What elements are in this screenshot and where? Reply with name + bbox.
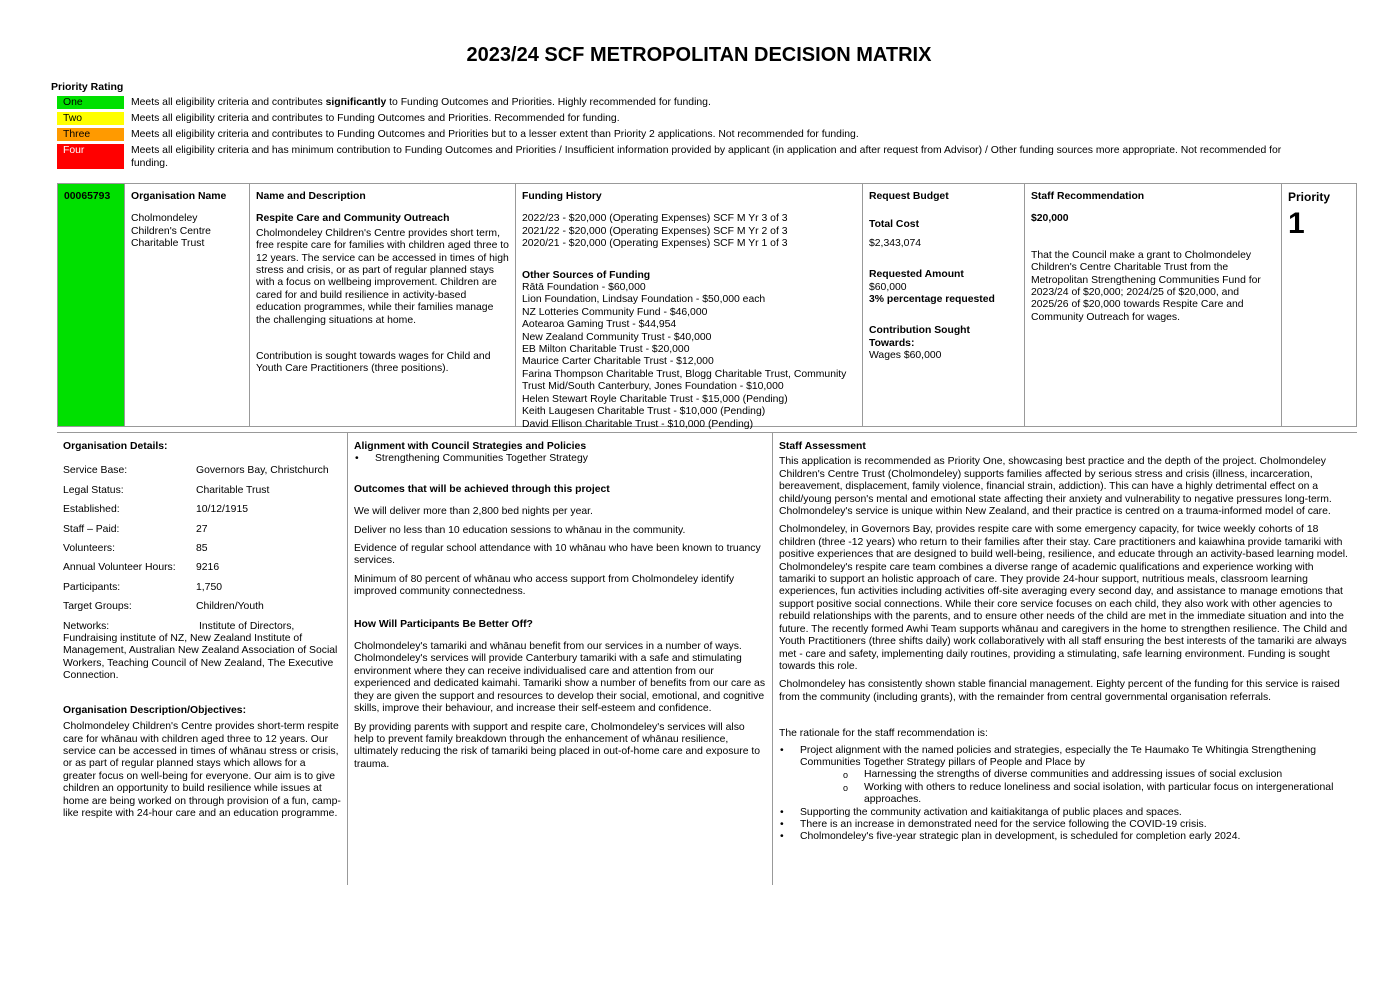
rationale-item: • Project alignment with the named policies and strategies, especially the Te Haumako Te Whitingia Strengthening Communities Together Strategy pillars of People and Place by o Harnessing the strengths of diverse communities and addressing issues of social exclusion o Working with others to reduce loneliness and social isolation, with particular focus on intergenerational approaches. — [779, 745, 1351, 807]
alignment-section — [348, 433, 773, 885]
alignment-list — [354, 453, 766, 465]
detail-row: Target Groups: Children/Youth — [63, 601, 264, 613]
better-off-heading: How Will Participants Be Better Off? — [354, 618, 533, 630]
funding-history-item: 2021/22 - $20,000 (Operating Expenses) SCF M Yr 2 of 3 — [522, 225, 788, 237]
legend-text-one: Meets all eligibility criteria and contributes significantly to Funding Outcomes and Priorities. Highly recommended for funding. — [131, 97, 711, 108]
rationale-item: • There is an increase in demonstrated need for the service following the COVID-19 crisis. — [779, 819, 1351, 831]
better-off-paragraph: Cholmondeley's tamariki and whānau benefit from our services in a number of ways. Cholmondeley's services will provide Canterbury tamariki with a safe and stimulating environment where they can receive individualised care and attention from our experienced and dedicated kaimahi. Tamariki show a number of benefits from our care as they are given the support and resources to develop their social, emotional, and cognitive skills, improve their behaviour, and increase their self-esteem and confidence. — [354, 641, 766, 715]
other-source-item: Farina Thompson Charitable Trust, Blogg Charitable Trust, Community Trust Mid/South Canterbury, Jones Foundation - $10,000 — [522, 368, 847, 393]
priority-header: Priority — [1288, 190, 1331, 204]
org-name-line: Children's Centre — [131, 225, 211, 237]
outcome-item: Evidence of regular school attendance with 10 whānau who have been known to truancy services. — [354, 543, 761, 567]
other-source-item: Keith Laugesen Charitable Trust - $10,000 (Pending) — [522, 406, 766, 418]
org-details-heading: Organisation Details: — [63, 441, 168, 452]
page-title: 2023/24 SCF METROPOLITAN DECISION MATRIX — [466, 44, 932, 66]
rationale-intro: The rationale for the staff recommendation is: — [779, 728, 988, 740]
staff-assessment-section — [773, 433, 1357, 885]
budget-column — [863, 184, 1025, 426]
outcomes-heading: Outcomes that will be achieved through this project — [354, 483, 610, 495]
outcome-item: Minimum of 80 percent of whānau who access support from Cholmondeley identify improved community connectedness. — [354, 573, 735, 598]
assessment-paragraph: Cholmondeley has consistently shown stable financial management. Eighty percent of the funding for this service is raised from the community (including grants), with the remainder from central governmental organisation referrals. — [779, 679, 1340, 703]
legend-swatch-one: One — [57, 96, 124, 109]
org-name-header: Organisation Name — [131, 191, 227, 202]
priority-value: 1 — [1288, 207, 1305, 241]
rationale-subitem: o Harnessing the strengths of diverse communities and addressing issues of social exclusion — [843, 769, 1351, 781]
priority-legend — [57, 96, 1317, 173]
alignment-item: • Strengthening Communities Together Strategy — [354, 453, 766, 465]
detail-row: Staff – Paid: 27 — [63, 523, 208, 535]
application-matrix — [57, 183, 1357, 430]
total-cost-label: Total Cost — [869, 219, 920, 231]
org-description-text: Cholmondeley Children's Centre provides short-term respite care for whānau with children aged three to 12 years. Our service can be accessed in times of whānau stress or crisis, or as part of regular planned stays which allows for a greater focus on well-being for everyone. Our aim is to give children an opportunity to build resilience while issues at home are being worked on through provision of a fun, camp-like respite with 24-hour care and an education programme. — [63, 721, 341, 819]
legend-row-four — [57, 144, 1317, 170]
other-source-item: EB Milton Charitable Trust - $20,000 — [522, 344, 690, 356]
priority-column — [1282, 184, 1357, 426]
staff-assessment-heading: Staff Assessment — [779, 441, 866, 452]
legend-text-three: Meets all eligibility criteria and contributes to Funding Outcomes and Priorities but to a lesser extent than Priority 2 applications. Not recommended for funding. — [131, 129, 859, 140]
other-source-item: Rātā Foundation - $60,000 — [522, 282, 646, 294]
rationale-sublist — [843, 769, 1351, 806]
detail-row: Legal Status: Charitable Trust — [63, 484, 270, 496]
application-id: 00065793 — [58, 184, 125, 426]
requested-amount-value: $60,000 — [869, 281, 907, 293]
other-source-item: Aotearoa Gaming Trust - $44,954 — [522, 319, 677, 331]
legend-swatch-three: Three — [57, 128, 124, 141]
project-contribution: Contribution is sought towards wages for Child and Youth Care Practitioners (three positions). — [256, 351, 491, 375]
other-sources-header: Other Sources of Funding — [522, 269, 651, 281]
assessment-paragraph: Cholmondeley, in Governors Bay, provides respite care with some emergency capacity, for twice weekly cohorts of 18 children (three -12 years) who return to their families after their stay. Care practitioners and kaiawhina provide tamariki with positive experiences that are designed to build well-being, resilience, and educate through an activity-based learning model. Cholmondeley's respite care team combines a diverse range of academic qualifications and experience working with tamariki to support an holistic approach of care. They provide 24-hour support, nutritious meals, classroom learning experiences, fun activities including activities off-site averaging every second day, and assistance to manage emotions that support positive social connections. While their core service focuses on each child, they also work with other agencies to rebuild relationships with the parents, and to ensure other needs of the child are met in the immediate situation and into the future. The recently formed Awhi Team supports whānau and caregivers in the home to strengthen resilience. The Child and Youth Practitioners (three shifts daily) work collaboratively with all staff ensuring the best interests of the tamariki are always met - care and safety, implementing daily routines, providing a stimulating, safe learning environment. Funding is sought towards this role. — [779, 524, 1348, 672]
networks: Networks: Institute of Directors, Fundraising institute of NZ, New Zealand Institute of Management, Australian New Zealand Association of Social Workers, Teaching Council of New Zealand, The Executive Connection. — [63, 620, 338, 682]
legend-swatch-two: Two — [57, 112, 124, 125]
legend-text-four: Meets all eligibility criteria and has minimum contribution to Funding Outcomes and Priorities / Insufficient information provided by applicant (in application and after request from Advisor) / Other funding sources more appropriate. Not recommended for funding. — [131, 145, 1282, 169]
description-header: Name and Description — [256, 191, 366, 202]
staff-recommendation-column — [1025, 184, 1282, 426]
other-source-item: Maurice Carter Charitable Trust - $12,000 — [522, 356, 714, 368]
funding-history-column — [516, 184, 863, 430]
funding-history-item: 2020/21 - $20,000 (Operating Expenses) SCF M Yr 1 of 3 — [522, 238, 788, 250]
legend-row-one — [57, 96, 1317, 110]
other-source-item: Lion Foundation, Lindsay Foundation - $50,000 each — [522, 294, 766, 306]
legend-text-two: Meets all eligibility criteria and contributes to Funding Outcomes and Priorities. Recommended for funding. — [131, 113, 620, 124]
organisation-column — [125, 184, 250, 426]
assessment-paragraph: This application is recommended as Priority One, showcasing best practice and the depth of the project. Cholmondeley Children's Centre Trust (Cholmondeley) supports families affected by serious stress and crisis (illness, incarceration, bereavement, displacement, family violence, financial strain, addiction). This can have a highly detrimental effect on a child/young person's mental and emotional state affecting their anxiety and vulnerability to negative pressures long-term. Cholmondeley's service is unique within New Zealand, and their practice is centred on a trauma-informed model of care. — [779, 456, 1332, 518]
org-name-line: Charitable Trust — [131, 238, 205, 250]
staff-recommendation-amount: $20,000 — [1031, 213, 1069, 225]
project-description: Cholmondeley Children's Centre provides short term, free respite care for families with children aged three to 12 years. The service can be accessed in times of high stress and crisis, or as part of regular planned stays with a focus on wellbeing improvement. Children are cared for and build resilience in activity-based education programmes, while their families manage the challenging situations at home. — [256, 227, 509, 326]
detail-row: Service Base: Governors Bay, Christchurch — [63, 465, 329, 477]
contribution-sought-label: Contribution Sought Towards: — [869, 325, 970, 349]
legend-row-two — [57, 112, 1317, 126]
org-description-heading: Organisation Description/Objectives: — [63, 704, 247, 716]
outcome-item: Deliver no less than 10 education sessions to whānau in the community. — [354, 524, 686, 536]
rationale-list — [779, 745, 1351, 844]
detail-row: Annual Volunteer Hours: 9216 — [63, 562, 220, 574]
outcome-item: We will deliver more than 2,800 bed nights per year. — [354, 506, 593, 518]
details-section — [57, 432, 1357, 884]
funding-history-header: Funding History — [522, 191, 602, 202]
other-source-item: David Ellison Charitable Trust - $10,000 (Pending) — [522, 418, 754, 430]
staff-recommendation-text: That the Council make a grant to Cholmondeley Children's Centre Charitable Trust from the Metropolitan Strengthening Communities Fund for 2023/24 of $20,000; 2024/25 of $20,000, and 2025/26 of $20,000 towards Respite Care and Community Outreach for wages. — [1031, 249, 1261, 323]
other-source-item: NZ Lotteries Community Fund - $46,000 — [522, 306, 708, 318]
rationale-subitem: o Working with others to reduce loneliness and social isolation, with particular focus on intergenerational approaches. — [843, 782, 1351, 807]
detail-row: Volunteers: 85 — [63, 543, 208, 555]
rationale-item: • Supporting the community activation and kaitiakitanga of public places and spaces. — [779, 807, 1351, 819]
detail-row: Participants: 1,750 — [63, 581, 223, 593]
legend-swatch-four: Four — [57, 144, 124, 169]
legend-row-three — [57, 128, 1317, 142]
staff-recommendation-header: Staff Recommendation — [1031, 191, 1145, 202]
percentage-requested: 3% percentage requested — [869, 294, 995, 306]
total-cost-value: $2,343,074 — [869, 237, 922, 249]
description-column — [250, 184, 516, 426]
better-off-paragraph: By providing parents with support and respite care, Cholmondeley's services will also help to prevent family breakdown through the enhancement of whānau resilience, ultimately reducing the risk of tamariki being placed in out-of-home care and exposure to trauma. — [354, 721, 761, 770]
project-name: Respite Care and Community Outreach — [256, 213, 450, 225]
detail-row: Established: 10/12/1915 — [63, 504, 249, 516]
requested-amount-label: Requested Amount — [869, 269, 964, 281]
contribution-sought-value: Wages $60,000 — [869, 350, 942, 362]
funding-history-item: 2022/23 - $20,000 (Operating Expenses) SCF M Yr 3 of 3 — [522, 213, 788, 225]
alignment-heading: Alignment with Council Strategies and Policies — [354, 441, 587, 452]
other-source-item: Helen Stewart Royle Charitable Trust - $15,000 (Pending) — [522, 393, 788, 405]
rationale-item: • Cholmondeley's five-year strategic plan in development, is scheduled for completion early 2024. — [779, 831, 1351, 843]
priority-rating-heading: Priority Rating — [51, 81, 124, 93]
other-source-item: New Zealand Community Trust - $40,000 — [522, 331, 712, 343]
budget-header: Request Budget — [869, 191, 949, 202]
org-name-line: Cholmondeley — [131, 213, 198, 225]
organisation-details — [57, 433, 348, 885]
